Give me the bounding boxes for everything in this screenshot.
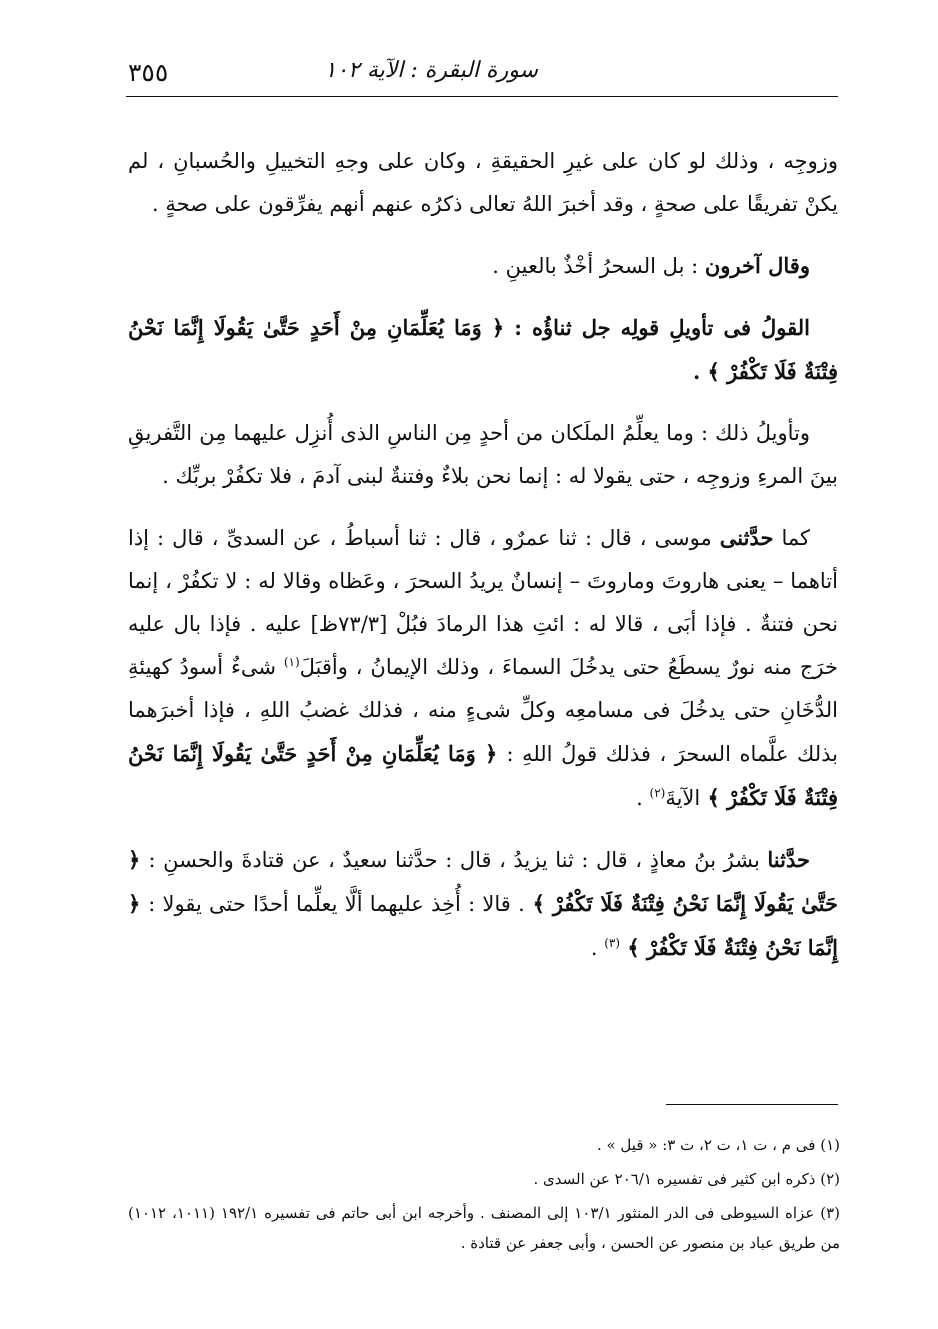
narration-lead: حدَّثنى [719, 525, 774, 550]
footnote-divider [666, 1104, 838, 1105]
footnote-3: (٣) عزاه السيوطى فى الدر المنثور ١٠٣/١ إلى المصنف . وأخرجه ابن أبى حاتم فى تفسيره ١٩٢/١ (١٠١١، ١٠١٢) من طريق عباد بن منصور عن الحسن ، وأبى جعفر عن قتادة . [128, 1204, 840, 1252]
paragraph-1: وزوجِه ، وذلك لو كان على غيرِ الحقيقةِ ، وكان على وجهِ التخييلِ والحُسبانِ ، لم يكنْ تفريقًا على صحةٍ ، وقد أخبرَ اللهُ تعالى ذكرُه عنهم أنهم يفرِّقون على صحةٍ . [128, 149, 838, 216]
footnote-2: (٢) ذكره ابن كثير فى تفسيره ٢٠٦/١ عن السدى . [533, 1170, 840, 1188]
paragraph-6 [128, 838, 838, 970]
footnote-ref-2[interactable]: (٢) [649, 786, 666, 800]
paragraph-2-text: : بل السحرُ أخْذٌ بالعينِ . [492, 254, 705, 278]
quran-verse: ﴿ إِنَّمَا نَحْنُ فِتْنَةٌ فَلَا تَكْفُرْ ﴾ [128, 891, 838, 960]
footnotes [128, 1130, 840, 1262]
paragraph-6-a: بشرُ بنُ معاذٍ ، قال : ثنا يزيدُ ، قال : حدَّثنا سعيدٌ ، عن قتادةَ والحسنِ : [148, 848, 768, 872]
paragraph-6-b: . قالا : أُخِذ عليهما ألَّا يعلِّما أحدًا حتى يقولا : [148, 892, 525, 916]
quran-verse: ﴿ وَمَا يُعَلِّمَانِ مِنْ أَحَدٍ حَتَّىٰ يَقُولَا إِنَّمَا نَحْنُ فِتْنَةٌ فَلَا تَكْفُرْ ﴾ [128, 741, 838, 810]
paragraph-6-end: . [590, 936, 605, 960]
paragraph-5-c: شىءٌ أسودُ كهيئةِ الدُّخَانِ حتى يدخُلَ فى مسامعِه وكلِّ شىءٍ منه ، فذلك غضبُ اللهِ ، فإذا أخبرَهما بذلك علَّماه السحرَ ، فذلك قولُ اللهِ : [128, 655, 838, 766]
running-title: سورة البقرة : الآية ١٠٢ [324, 58, 538, 83]
paragraph-2 [128, 244, 838, 288]
speaker-lead: وقال آخرون [704, 253, 810, 278]
paragraph-5-d: الآيةَ [665, 786, 701, 810]
paragraph-5-a: كما [773, 526, 810, 550]
footnote-1: (١) فى م ، ت ١، ت ٢، ت ٣: « قيل » . [596, 1136, 840, 1154]
section-heading: القولُ فى تأويلِ قولِه جل ثناؤُه : [514, 315, 810, 340]
page-number: ٣٥٥ [128, 58, 169, 87]
paragraph-4: وتأويلُ ذلك : وما يعلِّمُ الملَكان من أحدٍ مِن الناسِ الذى أُنزِل عليهما مِن التَّفريقِ بينَ المرءِ وزوجِه ، حتى يقولا له : إنما نحن بلاءٌ وفتنةٌ لبنى آدمَ ، فلا تكفُرْ بربِّك . [128, 421, 838, 488]
narration-lead: حدَّثنا [767, 847, 810, 872]
paragraph-5-b: موسى ، قال : ثنا عمرٌو ، قال : ثنا أسباطُ ، عن السدىِّ ، قال : إذا أتاهما – يعنى هاروتَ وماروتَ – إنسانٌ يريدُ السحرَ ، وعَظاه وقالا له : لا تكفُرْ ، إنما نحن فتنةٌ . فإذا أبَى ، قالا له : ائتِ هذا الرمادَ فبُلْ [٧٣/٣ظ] عليه . فإذا بال عليه خرَج منه نورٌ يسطَعُ حتى يدخُلَ السماءَ ، وذلك الإيمانُ ، وأقبَلَ [128, 526, 838, 679]
page-header [126, 52, 838, 97]
quran-verse: ﴿ وَمَا يُعَلِّمَانِ مِنْ أَحَدٍ حَتَّىٰ يَقُولَا إِنَّمَا نَحْنُ فِتْنَةٌ فَلَا تَكْفُرْ ﴾ . [128, 315, 838, 384]
quran-verse: ﴿ حَتَّىٰ يَقُولَا إِنَّمَا نَحْنُ فِتْنَةٌ فَلَا تَكْفُرْ ﴾ [128, 847, 838, 916]
footnote-ref-3[interactable]: (٣) [604, 936, 621, 950]
paragraph-3 [128, 306, 838, 394]
main-text [128, 140, 838, 988]
paragraph-5-end: . [636, 786, 650, 810]
footnote-ref-1[interactable]: (١) [283, 655, 300, 669]
paragraph-5 [128, 516, 838, 820]
